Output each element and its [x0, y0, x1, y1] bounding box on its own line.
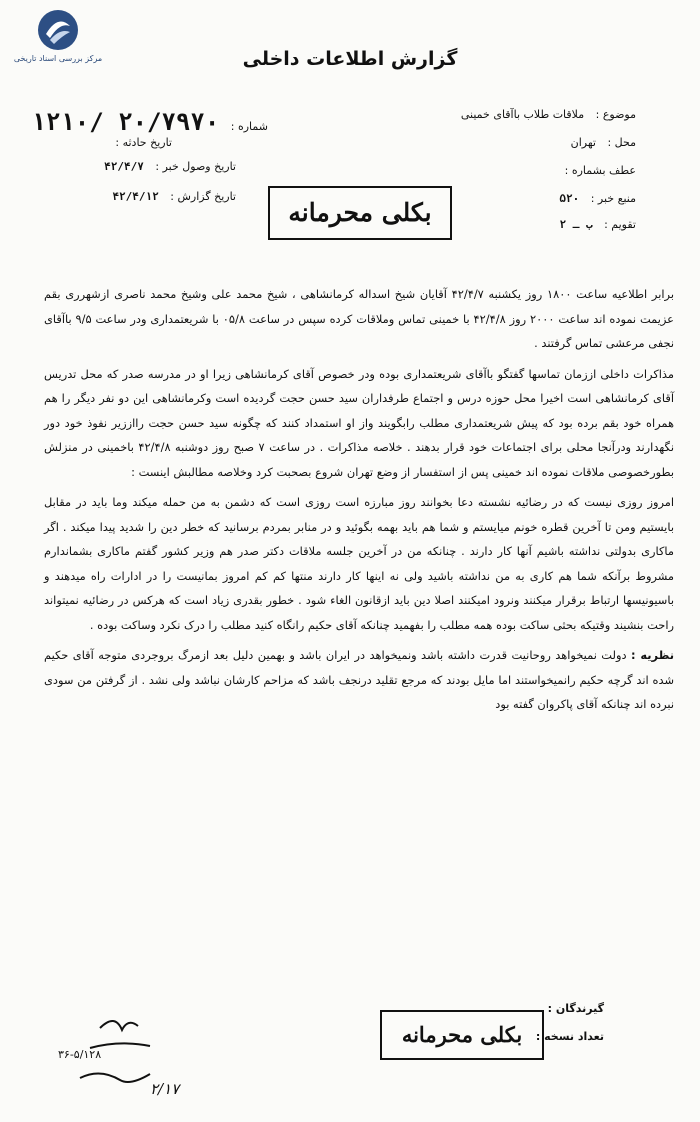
report-body [44, 282, 674, 723]
event-date-row [107, 136, 172, 149]
place-label: محل : [607, 136, 636, 149]
assessment-text: دولت نمیخواهد روحانیت قدرت داشته باشد ونمیخواهد در ایران باشد و بهمین دلیل بعد ازمرگ بروجردی متوجه آقای حکیم شده اند گرچه حکیم رانمیخواستند اما مایل بودند که مرجع تقلید درنجف باشد که مزاحم کارشان نباشد ولی نشد . از گرفتن من سودی نبرده اند چنانکه آقای پاکروان گفته بود [44, 648, 674, 711]
subject-label: موضوع : [595, 108, 636, 121]
evaluation-value: ب ـ ۲ [559, 218, 593, 231]
report-date-value: ۴۲/۴/۱۲ [112, 190, 159, 203]
number-value: ۲۰/۷۹۷۰ /۱۲۱۰ [31, 108, 220, 136]
paragraph-3: امروز روزی نیست که در رضائیه نشسته دعا بخوانند روز مبارزه است روزی است که دشمن به من حمله میکند وما باید در مقابل بایستیم ومن تا آخرین قطره خونم میایستم و شما هم باید بهمه بگوئید و در منابر بمردم برسانید که خطر دین را شدید پیدا میکند . اگر ماکاری بدولتی نداشته باشیم آنها کار دارند . چنانکه من در آخرین جلسه ملاقات دکتر صدر هم وزیر کشور گفتم ماکاری بشماندارم مشروط برآنکه شما هم کاری به من نداشته باشید ولی نه اینها کار دارند منتها کم کم امروز بمانیست را در ادارات راه میدهند و باسیونیسها ارتباط برقرار میکنند ونرود امیکنند اصلا دین باید ازقانون الغاء شود . خطور بقدری زیاد است که هرکس در رضائیه نمیتواند راحت بنشیند وقتیکه بحثی ساکت بوده همه مطلب را بفهمید چنانکه آقای حکیم رانگاه کنید مطلب را درک نکرد وساکت بوده . [44, 495, 674, 632]
archive-logo-icon [36, 8, 80, 52]
received-date-value: ۴۲/۴/۷ [104, 160, 144, 173]
source-label: منبع خبر : [590, 192, 636, 205]
subject-row [461, 108, 636, 121]
received-date-row [104, 160, 236, 173]
place-row [571, 136, 636, 149]
bottom-secret-stamp: بکلی محرمانه [380, 1010, 544, 1060]
reference-row [557, 164, 636, 177]
number-row [31, 108, 268, 136]
assessment-label: نظریه : [631, 648, 674, 662]
reference-label: عطف بشماره : [564, 164, 636, 177]
archive-logo-text: مرکز بررسی اسناد تاریخی [13, 54, 103, 63]
paragraph-2: مذاکرات داخلی اززمان تماسها گفتگو باآقای شریعتمداری بوده ودر خصوص آقای کرمانشاهی زیرا او در مدرسه صدر که محل تدریس آقای کرمانشاهی است اخیرا محل حوزه درس و اجتماع طرفداران سید حسن حجت گردیده است وکرمانشاهی این دو نفر دیگر را هم همراه خود بقم برده بود که پیش شریعتمداری مطلب رابگویند واز او استمداد کنند که چگونه سید حسن حجت رااززیر نفوذ خود دور نگهدارند ودرآنجا محلی برای اجتماعات خود قرار بدهند . خلاصه مذاکرات . در ساعت ۷ صبح روز دوشنبه ۴۲/۴/۸ باخمینی در منزلش بطورخصوصی ملاقات نموده اند خمینی پس از استفسار از وضع تهران شروع بصحبت کرد وخلاصه مطالبش اینست : [44, 366, 675, 479]
event-date-label: تاریخ حادثه : [115, 136, 172, 149]
number-label: شماره : [230, 120, 268, 133]
received-date-label: تاریخ وصول خبر : [155, 160, 236, 173]
evaluation-row [559, 218, 636, 231]
handwritten-code: ۳۶-۵/۱۲۸ [58, 1048, 102, 1061]
copies-label: تعداد نسخه : [535, 1030, 604, 1043]
recipients-label: گیرندگان : [547, 1002, 604, 1015]
report-date-label: تاریخ گزارش : [170, 190, 236, 203]
source-row [559, 192, 636, 205]
evaluation-label: تقویم : [604, 218, 636, 231]
assessment-paragraph [44, 643, 674, 717]
subject-value: ملاقات طلاب باآقای خمینی [460, 108, 585, 121]
place-value: تهران [570, 136, 596, 149]
top-secret-stamp: بکلی محرمانه [268, 186, 452, 240]
handwritten-number: ۲/۱۷ [150, 1080, 180, 1098]
paragraph-1: برابر اطلاعیه ساعت ۱۸۰۰ روز یکشنبه ۴۲/۴/۷ آقایان شیخ اسداله کرمانشاهی ، شیخ محمد علی وشیخ محمد ناصری ازشهرری بقم عزیمت نموده اند ساعت ۲۰۰۰ روز ۴۲/۴/۸ با خمینی تماس وملاقات کرده سپس در ساعت ۰۵/۸ با شریعتمداری ودر ساعت ۹/۵ باآقای نجفی مرعشی تماس گرفتند . [44, 287, 674, 350]
report-date-row [112, 190, 236, 203]
page-title: گزارش اطلاعات داخلی [242, 48, 458, 70]
source-value: ۵۲۰ [559, 192, 580, 205]
